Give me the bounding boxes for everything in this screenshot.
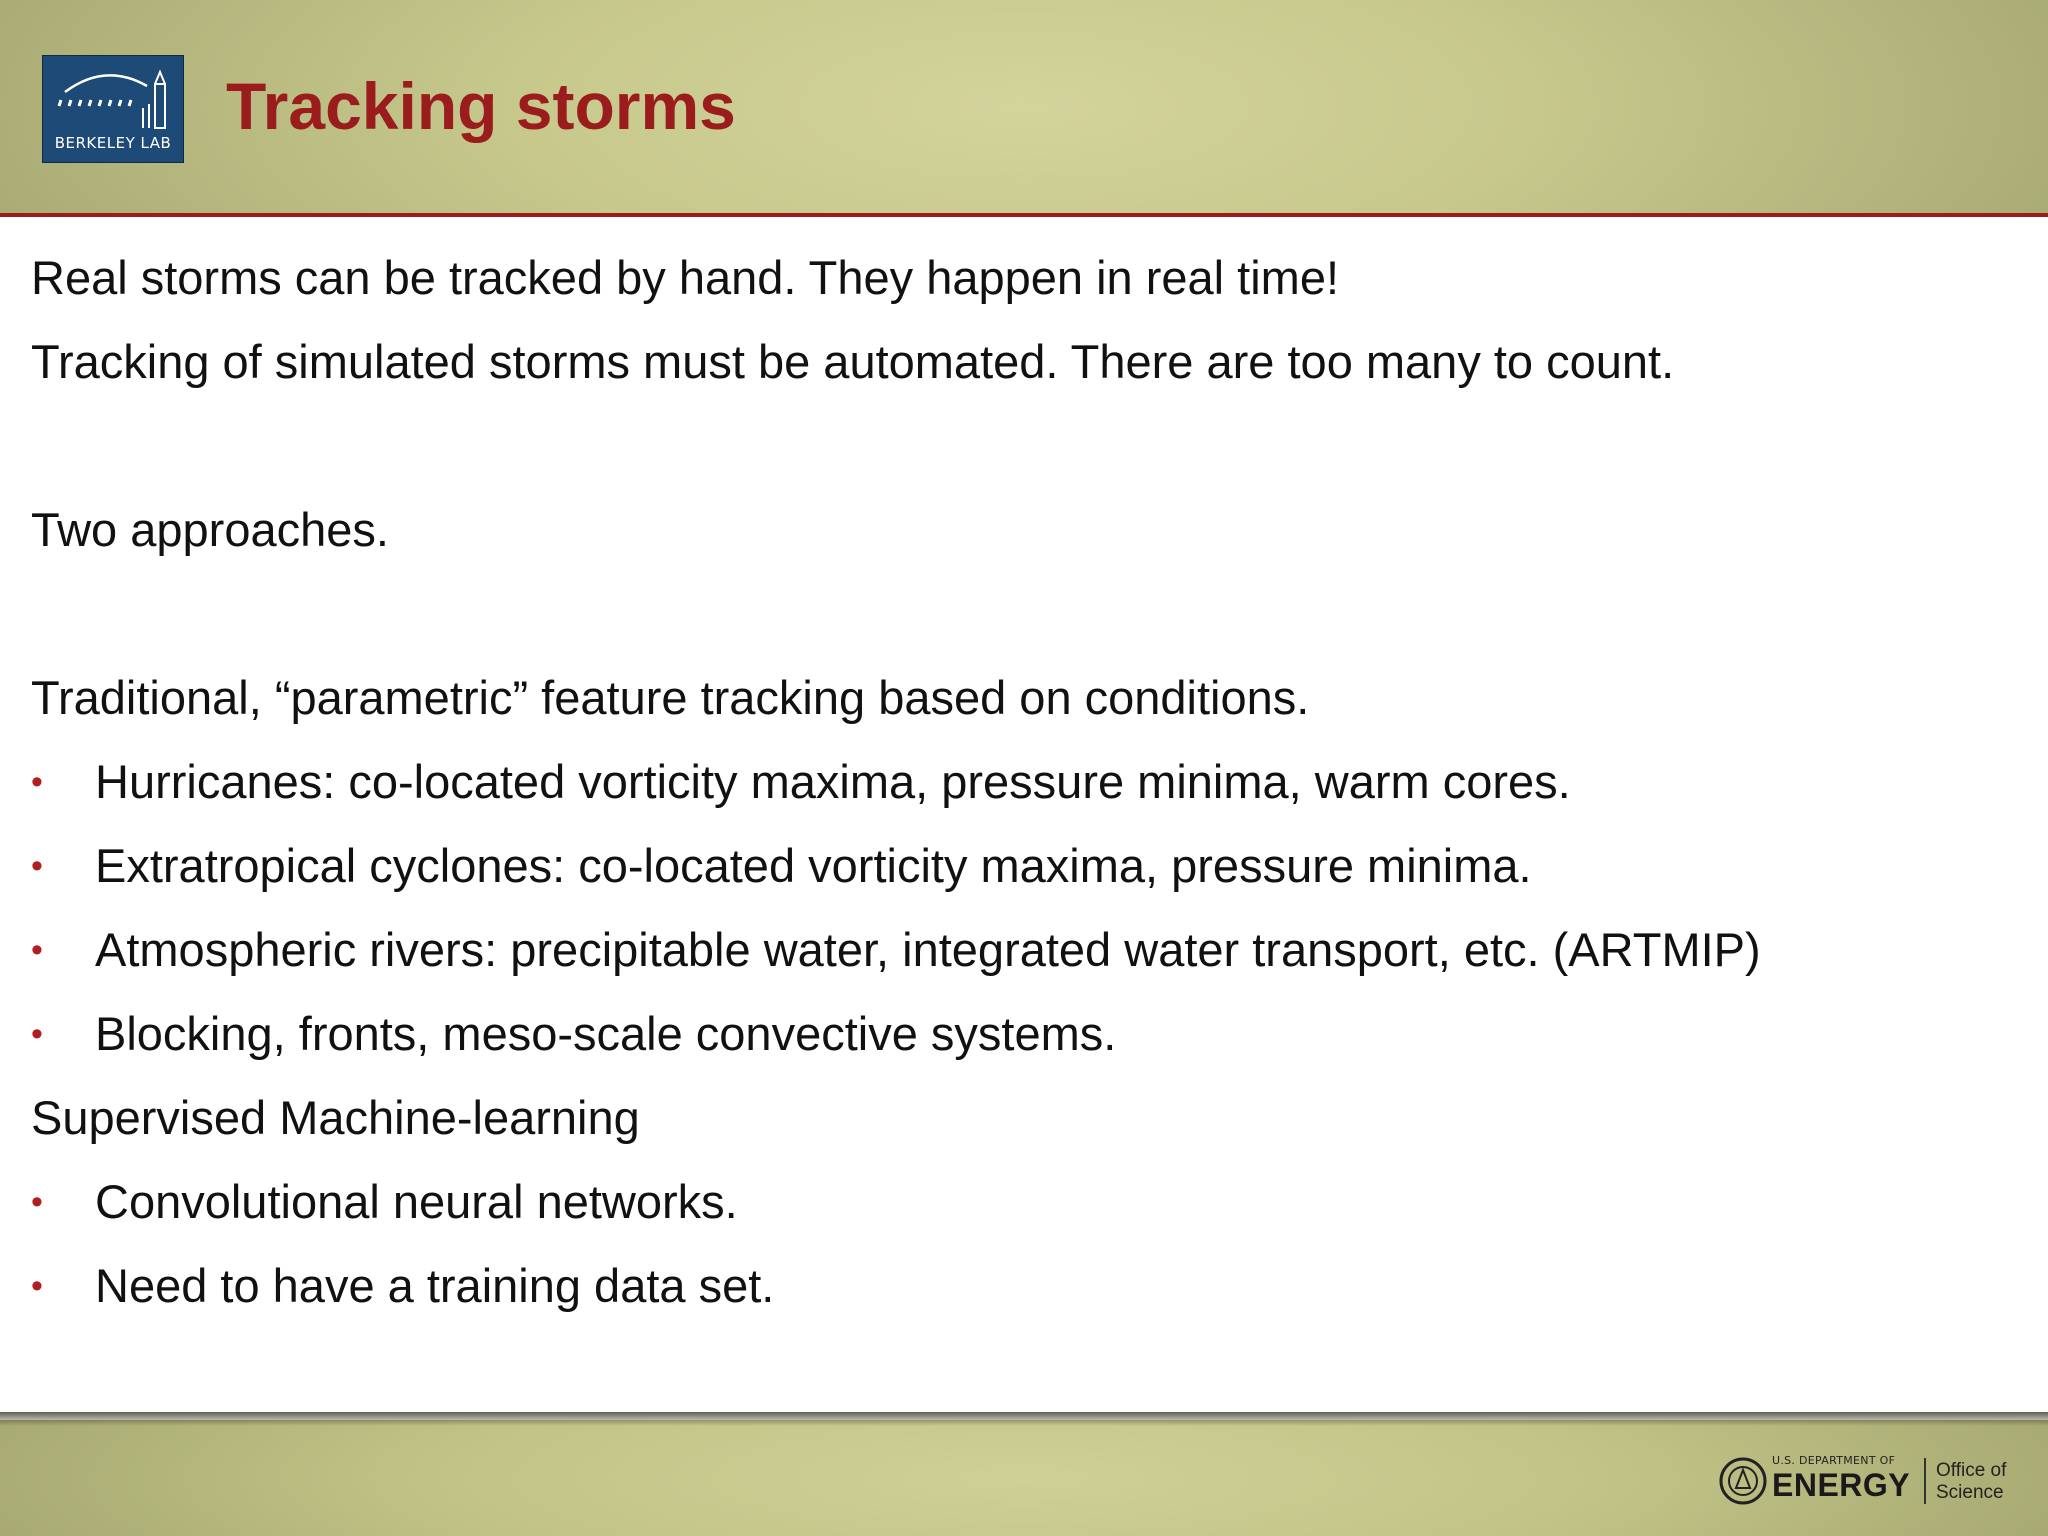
blank-line [31,582,2011,666]
slide-title: Tracking storms [226,69,736,143]
slide-body [31,246,2011,1338]
footer-shadow [0,1412,2048,1426]
bullet-marker: • [31,1015,43,1053]
bullet-text: Hurricanes: co-located vorticity maxima, pressure minima, warm cores. [95,755,1571,808]
berkeley-lab-emblem-icon [43,56,183,136]
bullet-text: Extratropical cyclones: co-located vorticity maxima, pressure minima. [95,839,1532,892]
bullet-marker: • [31,1183,43,1221]
bullet-item [31,1254,2011,1338]
doe-divider [1924,1458,1926,1504]
bullet-marker: • [31,1267,43,1305]
header-divider [0,213,2048,217]
doe-seal-icon [1718,1456,1768,1506]
bullet-item [31,1170,2011,1254]
body-text-line: Supervised Machine-learning [31,1091,640,1144]
bullet-item [31,1002,2011,1086]
blank-line [31,414,2011,498]
body-text-line: Real storms can be tracked by hand. They happen in real time! [31,251,1340,304]
logo-text: BERKELEY LAB [54,134,172,152]
bullet-text: Need to have a training data set. [95,1259,775,1312]
bullet-marker: • [31,847,43,885]
office-line-1: Office of [1936,1460,2007,1481]
body-text-line: Two approaches. [31,503,389,556]
bullet-text: Blocking, fronts, meso-scale convective systems. [95,1007,1117,1060]
body-text-line: Traditional, “parametric” feature tracking based on conditions. [31,671,1310,724]
bullet-item [31,918,2011,1002]
doe-energy-label: ENERGY [1772,1467,1911,1503]
doe-department-label: U.S. DEPARTMENT OF [1772,1454,1896,1467]
bullet-marker: • [31,931,43,969]
bullet-item [31,834,2011,918]
doe-office-of-science-logo [1718,1454,2018,1510]
bullet-marker: • [31,763,43,801]
body-text-line: Tracking of simulated storms must be automated. There are too many to count. [31,335,1675,388]
office-line-2: Science [1936,1482,2004,1503]
bullet-text: Convolutional neural networks. [95,1175,738,1228]
bullet-item [31,750,2011,834]
berkeley-lab-logo [43,56,183,162]
doe-office-label [1936,1460,2016,1504]
bullet-text: Atmospheric rivers: precipitable water, integrated water transport, etc. (ARTMIP) [95,923,1761,976]
